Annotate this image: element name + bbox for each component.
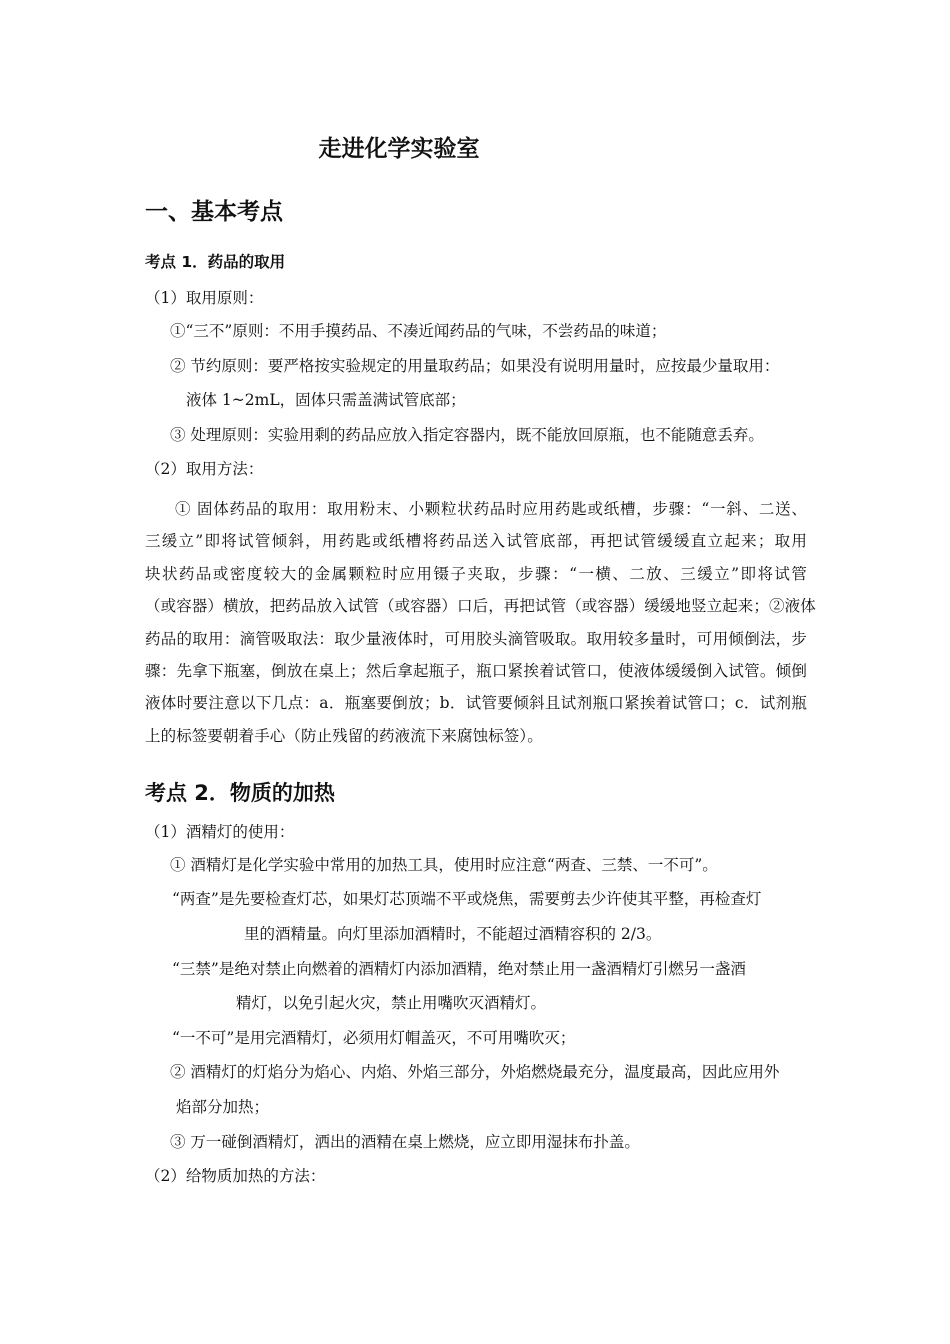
rule-jieyue: ② 节约原则：要严格按实验规定的用量取药品；如果没有说明用量时，应按最少量取用： <box>170 357 780 375</box>
lamp-item2: ② 酒精灯的灯焰分为焰心、内焰、外焰三部分，外焰燃烧最充分，温度最高，因此应用外 <box>170 1063 780 1081</box>
lamp-item3: ③ 万一碰倒酒精灯，洒出的酒精在桌上燃烧，应立即用湿抹布扑盖。 <box>170 1133 640 1151</box>
method-line: ① 固体药品的取用：取用粉末、小颗粒状药品时应用药匙或纸槽，步骤：“一斜、二送、 <box>175 500 807 518</box>
lamp-item2-cont: 焰部分加热； <box>176 1098 270 1116</box>
method-line: 液体时要注意以下几点：a．瓶塞要倒放；b．试管要倾斜且试剂瓶口紧挨着试管口；c．试剂瓶 <box>145 694 807 713</box>
method-paragraph <box>145 493 816 752</box>
method-line: （或容器）横放，把药品放入试管（或容器）口后，再把试管（或容器）缓缓地竖立起来；②液体 <box>145 597 816 616</box>
kaodian1-sub2: （2）取用方法： <box>145 460 264 478</box>
kaodian2-heading: 考点 2．物质的加热 <box>145 781 335 805</box>
kaodian1-sub1: （1）取用原则： <box>145 289 264 307</box>
method-line: 块状药品或密度较大的金属颗粒时应用镊子夹取，步骤：“一横、二放、三缓立”即将试管 <box>145 564 807 583</box>
document-title: 走进化学实验室 <box>318 136 480 162</box>
method-line: 三缓立”即将试管倾斜，用药匙或纸槽将药品送入试管底部，再把试管缓缓直立起来；取用 <box>145 532 807 551</box>
method-line: 药品的取用：滴管吸取法：取少量液体时，可用胶头滴管吸取。取用较多量时，可用倾倒法，步 <box>145 629 807 648</box>
lamp-yibuke: “一不可”是用完酒精灯，必须用灯帽盖灭，不可用嘴吹灭； <box>172 1029 576 1047</box>
lamp-liangcha-cont: 里的酒精量。向灯里添加酒精时，不能超过酒精容积的 2/3。 <box>244 925 662 943</box>
method-line: 上的标签要朝着手心（防止残留的药液流下来腐蚀标签）。 <box>145 726 543 745</box>
lamp-item1: ① 酒精灯是化学实验中常用的加热工具，使用时应注意“两查、三禁、一不可”。 <box>170 856 718 874</box>
lamp-sanjin: “三禁”是绝对禁止向燃着的酒精灯内添加酒精，绝对禁止用一盏酒精灯引燃另一盏酒 <box>172 960 746 978</box>
section-heading-basic: 一、基本考点 <box>145 199 283 225</box>
lamp-sanjin-cont: 精灯，以免引起火灾，禁止用嘴吹灭酒精灯。 <box>236 994 547 1012</box>
kaodian2-sub2: （2）给物质加热的方法： <box>145 1167 326 1185</box>
rule-jieyue-cont: 液体 1~2mL，固体只需盖满试管底部； <box>186 391 466 409</box>
method-line: 骤：先拿下瓶塞，倒放在桌上；然后拿起瓶子，瓶口紧挨着试管口，使液体缓缓倒入试管。倾倒 <box>145 662 807 681</box>
rule-chuli: ③ 处理原则：实验用剩的药品应放入指定容器内，既不能放回原瓶，也不能随意丢弃。 <box>170 426 764 444</box>
lamp-liangcha: “两查”是先要检查灯芯，如果灯芯顶端不平或烧焦，需要剪去少许使其平整，再检查灯 <box>172 890 762 908</box>
rule-sanbu: ①“三不”原则：不用手摸药品、不凑近闻药品的气味，不尝药品的味道； <box>170 322 667 340</box>
kaodian1-heading: 考点 1．药品的取用 <box>145 253 286 271</box>
kaodian2-sub1: （1）酒精灯的使用： <box>145 823 295 841</box>
